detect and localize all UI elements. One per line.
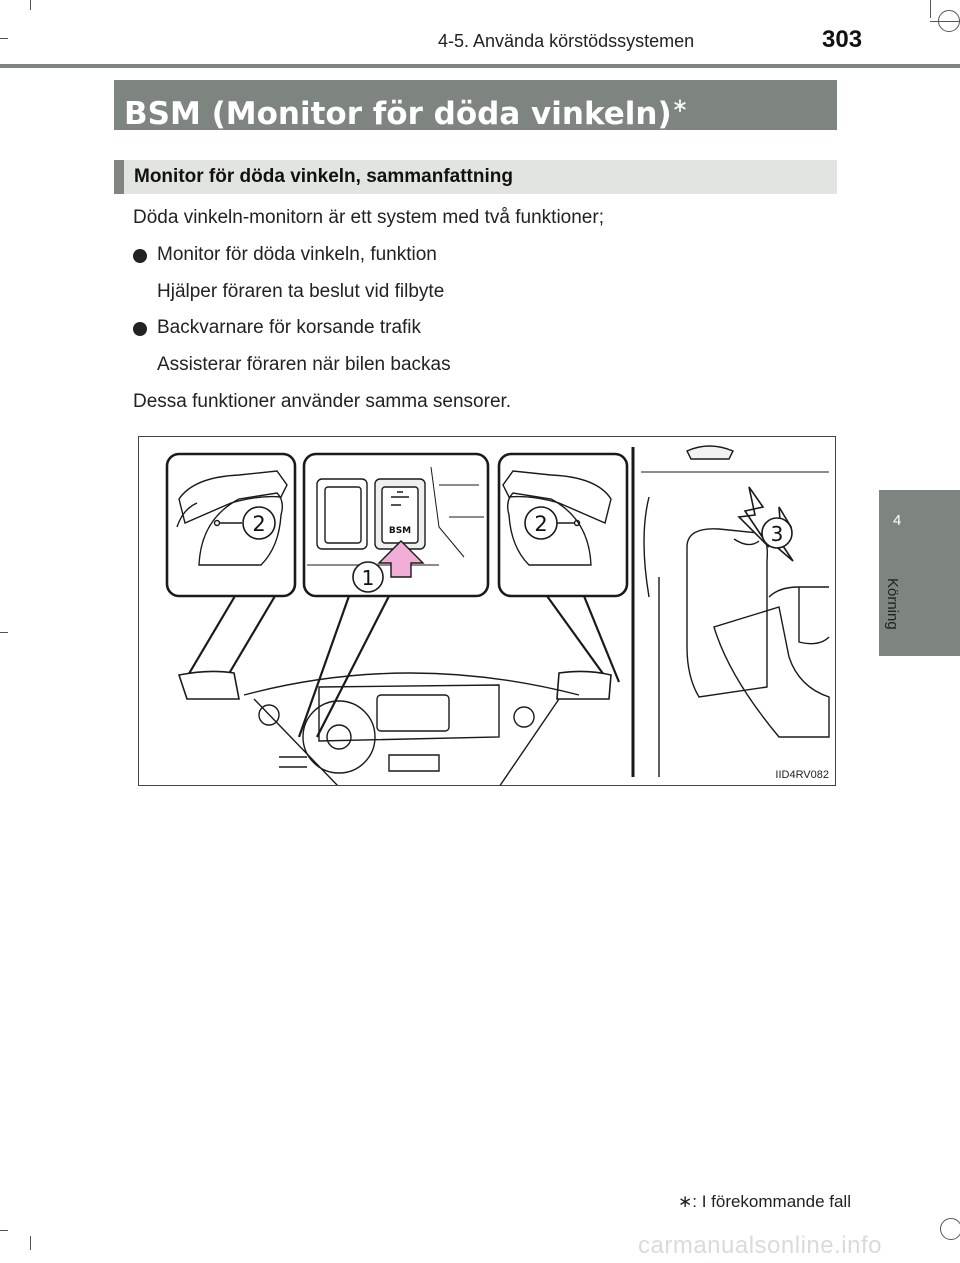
figure-code: IID4RV082 [775, 769, 829, 781]
crop-mark [940, 1218, 960, 1240]
callout-2-right: 2 [534, 512, 548, 536]
callout-3: 3 [770, 522, 784, 546]
bullet-icon [133, 322, 147, 336]
bullet-item-label: Backvarnare för korsande trafik [157, 317, 422, 338]
chapter-number: 4 [893, 512, 902, 529]
watermark: carmanualsonline.info [638, 1232, 882, 1259]
bullet-icon [133, 249, 147, 263]
footnote-reference: ∗ [671, 93, 689, 117]
section-heading: Monitor för döda vinkeln, sammanfattning [114, 160, 837, 194]
page-title-text: BSM (Monitor för döda vinkeln) [124, 96, 672, 132]
page-number: 303 [822, 26, 863, 53]
intro-paragraph: Döda vinkeln-monitorn är ett system med två funktioner; [133, 207, 604, 228]
crop-mark [0, 38, 8, 39]
chapter-label: Körning [884, 578, 901, 630]
crop-mark [930, 0, 931, 18]
footnote [678, 1192, 851, 1212]
bullet-item-desc: Assisterar föraren när bilen backas [157, 354, 451, 375]
crop-mark [930, 21, 960, 22]
callout-1: 1 [361, 566, 375, 590]
running-header-section: 4-5. Använda körstödssystemen [438, 31, 695, 51]
footnote-mark: ∗ [678, 1192, 693, 1211]
bsm-illustration [138, 436, 836, 786]
bullet-item-label: Monitor för döda vinkeln, funktion [157, 244, 437, 265]
crop-mark [30, 1236, 31, 1250]
crop-mark [0, 1230, 8, 1231]
callout-2-left: 2 [252, 512, 266, 536]
crop-mark [30, 0, 31, 10]
crop-mark [0, 632, 8, 633]
footnote-text: : I förekommande fall [692, 1192, 851, 1211]
page-title [114, 80, 837, 130]
bsm-button-label: BSM [388, 526, 412, 536]
chapter-tab [879, 490, 960, 656]
header-rule [0, 64, 960, 68]
bsm-illustration-drawing [139, 437, 836, 786]
bullet-item-desc: Hjälper föraren ta beslut vid filbyte [157, 281, 445, 302]
closing-paragraph: Dessa funktioner använder samma sensorer. [133, 391, 512, 412]
